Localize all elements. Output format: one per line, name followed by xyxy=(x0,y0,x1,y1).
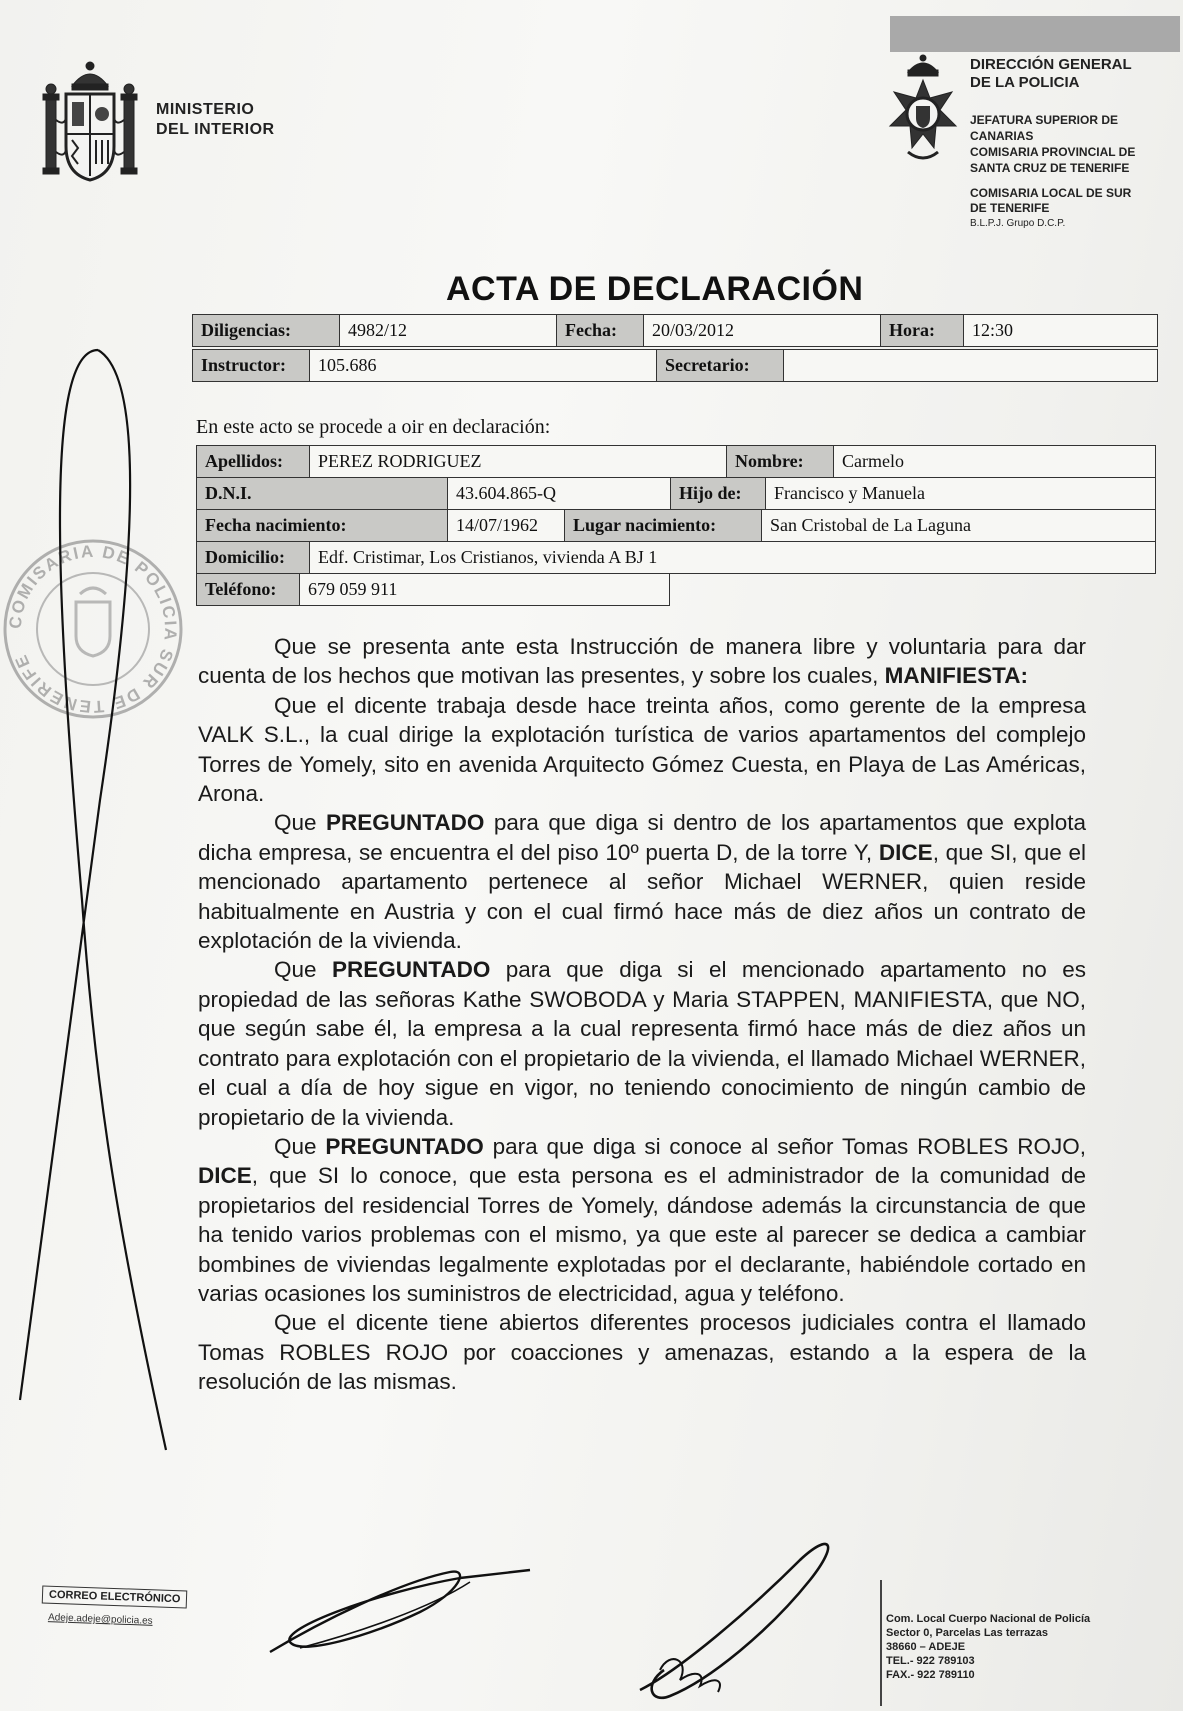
stamp-text: COMISARIA DE POLICIA SUR DE TENERIFE xyxy=(5,541,181,717)
dni-row xyxy=(196,477,1156,510)
paragraph-3-d: , que SI, que el mencionado apartamento pertenece al señor Michael WERNER, quien reside habitualmente en Austria y con el cual firmó hace más de diez años un contrato de explotación de la vivienda. xyxy=(198,839,1087,954)
dni-value: 43.604.865-Q xyxy=(448,478,671,510)
police-sub-line-2: CANARIAS xyxy=(970,129,1034,143)
dni-label: D.N.I. xyxy=(197,478,448,510)
email-label: CORREO ELECTRÓNICO xyxy=(42,1585,188,1608)
diligencias-value: 4982/12 xyxy=(340,315,557,347)
diligencias-label: Diligencias: xyxy=(193,315,340,347)
address-line-1: Com. Local Cuerpo Nacional de Policía xyxy=(886,1613,1091,1625)
intro-text: En este acto se procede a oir en declaración: xyxy=(196,416,551,438)
paragraph-5-c: para que diga si conoce al señor Tomas ROBLES ROJO, xyxy=(492,1133,1086,1159)
police-title-line-1: DIRECCIÓN GENERAL xyxy=(970,56,1132,73)
address-line-4: TEL.- 922 789103 xyxy=(886,1655,975,1667)
police-sub-line-1: JEFATURA SUPERIOR DE xyxy=(970,113,1119,127)
domicilio-value: Edf. Cristimar, Los Cristianos, vivienda A BJ 1 xyxy=(310,542,1156,574)
office-address xyxy=(886,1612,1090,1682)
instructor-label: Instructor: xyxy=(193,350,310,382)
instructor-value: 105.686 xyxy=(310,350,657,382)
ministry-line-2: DEL INTERIOR xyxy=(156,121,275,138)
apellidos-value: PEREZ RODRIGUEZ xyxy=(310,446,727,478)
telefono-value: 679 059 911 xyxy=(300,574,670,606)
police-local-office xyxy=(970,186,1182,231)
ministry-name xyxy=(156,100,275,140)
domicilio-row xyxy=(196,541,1156,574)
police-title-line-2: DE LA POLICIA xyxy=(970,74,1080,91)
document-title: ACTA DE DECLARACIÓN xyxy=(446,270,864,308)
police-stamp-icon xyxy=(0,536,186,722)
dice-keyword: DICE xyxy=(198,1163,252,1189)
hijo-label: Hijo de: xyxy=(671,478,766,510)
preguntado-keyword: PREGUNTADO xyxy=(331,957,491,983)
signature-left xyxy=(260,1552,560,1662)
police-unit: B.L.P.J. Grupo D.C.P. xyxy=(970,218,1066,229)
declaration-body xyxy=(198,632,1086,1397)
paragraph-5-a: Que xyxy=(274,1133,317,1159)
telefono-label: Teléfono: xyxy=(197,574,300,606)
paragraph-1 xyxy=(198,632,1086,691)
hora-label: Hora: xyxy=(881,315,964,347)
nombre-label: Nombre: xyxy=(727,446,834,478)
paragraph-4 xyxy=(198,955,1086,1131)
apellidos-label: Apellidos: xyxy=(197,446,310,478)
nacimiento-row xyxy=(196,509,1156,542)
address-line-5: FAX.- 922 789110 xyxy=(886,1669,975,1681)
margin-signature-loop xyxy=(0,340,200,1460)
address-line-2: Sector 0, Parcelas Las terrazas xyxy=(886,1627,1049,1639)
paragraph-5 xyxy=(198,1132,1086,1308)
domicilio-label: Domicilio: xyxy=(197,542,310,574)
header-gray-bar xyxy=(890,16,1180,52)
secretario-label: Secretario: xyxy=(657,350,784,382)
paragraph-3 xyxy=(198,808,1086,955)
lugar-nacimiento-value: San Cristobal de La Laguna xyxy=(762,510,1156,542)
police-badge-icon xyxy=(886,52,960,172)
fecha-nacimiento-label: Fecha nacimiento: xyxy=(197,510,448,542)
police-sub-line-4: SANTA CRUZ DE TENERIFE xyxy=(970,161,1130,175)
signature-right xyxy=(620,1520,850,1710)
telefono-row xyxy=(196,573,670,606)
police-header xyxy=(970,56,1182,231)
paragraph-5-d: , que SI lo conoce, que esta persona es el administrador de la comunidad de propietarios del residencial Torres de Yomely, dándose además la circunstancia de que ha tenido varios problemas con el mismo, ya que este al parecer se dedica a cambiar bombines de viviendas legalmente explotadas por el declarante, habiéndole cortado en varias ocasiones los suministros de electricidad, agua y teléfono. xyxy=(198,1163,1086,1306)
police-title xyxy=(970,56,1182,92)
coat-of-arms-icon xyxy=(42,56,138,188)
paragraph-2: Que el dicente trabaja desde hace treinta años, como gerente de la empresa VALK S.L., la cual dirige la explotación turística de varios apartamentos del complejo Torres de Yomely, sito en avenida Arquitecto Gómez Cuesta, en Playa de Las Américas, Arona. xyxy=(198,692,1086,807)
address-divider xyxy=(880,1580,882,1706)
hora-value: 12:30 xyxy=(964,315,1158,347)
paragraph-4-a: Que xyxy=(274,957,317,983)
ministry-line-1: MINISTERIO xyxy=(156,101,255,118)
svg-text:COMISARIA DE POLICIA SUR DE TE xyxy=(6,542,181,716)
paragraph-6: Que el dicente tiene abiertos diferentes procesos judiciales contra el llamado Tomas ROBLES ROJO por coacciones y amenazas, estando a la espera de la resolución de las mismas. xyxy=(198,1310,1086,1395)
hijo-value: Francisco y Manuela xyxy=(766,478,1156,510)
police-subheader xyxy=(970,112,1182,176)
police-local-line-1: COMISARIA LOCAL DE SUR xyxy=(970,186,1132,200)
case-info-table xyxy=(192,314,1158,347)
email-address[interactable]: Adeje.adeje@policia.es xyxy=(47,1612,153,1627)
preguntado-keyword: PREGUNTADO xyxy=(326,810,485,836)
police-local-line-2: DE TENERIFE xyxy=(970,201,1050,215)
instructor-table xyxy=(192,349,1158,382)
dice-keyword: DICE xyxy=(878,839,933,865)
address-line-3: 38660 – ADEJE xyxy=(886,1641,966,1653)
paragraph-3-a: Que xyxy=(274,810,317,836)
manifiesta-keyword: MANIFIESTA: xyxy=(884,663,1028,689)
apellidos-row xyxy=(196,445,1156,478)
nombre-value: Carmelo xyxy=(834,446,1156,478)
paragraph-1-text: Que se presenta ante esta Instrucción de manera libre y voluntaria para dar cuenta de los hechos que motivan las presentes, y sobre los cuales, xyxy=(198,634,1086,689)
paragraph-4-c: para que diga si el mencionado apartamento no es propiedad de las señoras Kathe SWOBODA y Maria STAPPEN, MANIFIESTA, que NO, que según sabe él, la empresa a la cual representa firmó hace más de diez años un contrato para explotación con el propietario de la vivienda, el llamado Michael WERNER, el cual a día de hoy sigue en vigor, no teniendo conocimiento de ningún cambio de propietario de la vivienda. xyxy=(198,957,1086,1130)
fecha-value: 20/03/2012 xyxy=(644,315,881,347)
fecha-nacimiento-value: 14/07/1962 xyxy=(448,510,565,542)
lugar-nacimiento-label: Lugar nacimiento: xyxy=(565,510,762,542)
secretario-value xyxy=(784,350,1158,382)
paragraph-3-c: para que diga si dentro de los apartamentos que explota dicha empresa, se encuentra el del piso 10º puerta D, de la torre Y, xyxy=(198,810,1086,865)
police-sub-line-3: COMISARIA PROVINCIAL DE xyxy=(970,145,1136,159)
preguntado-keyword: PREGUNTADO xyxy=(325,1133,484,1159)
fecha-label: Fecha: xyxy=(557,315,644,347)
